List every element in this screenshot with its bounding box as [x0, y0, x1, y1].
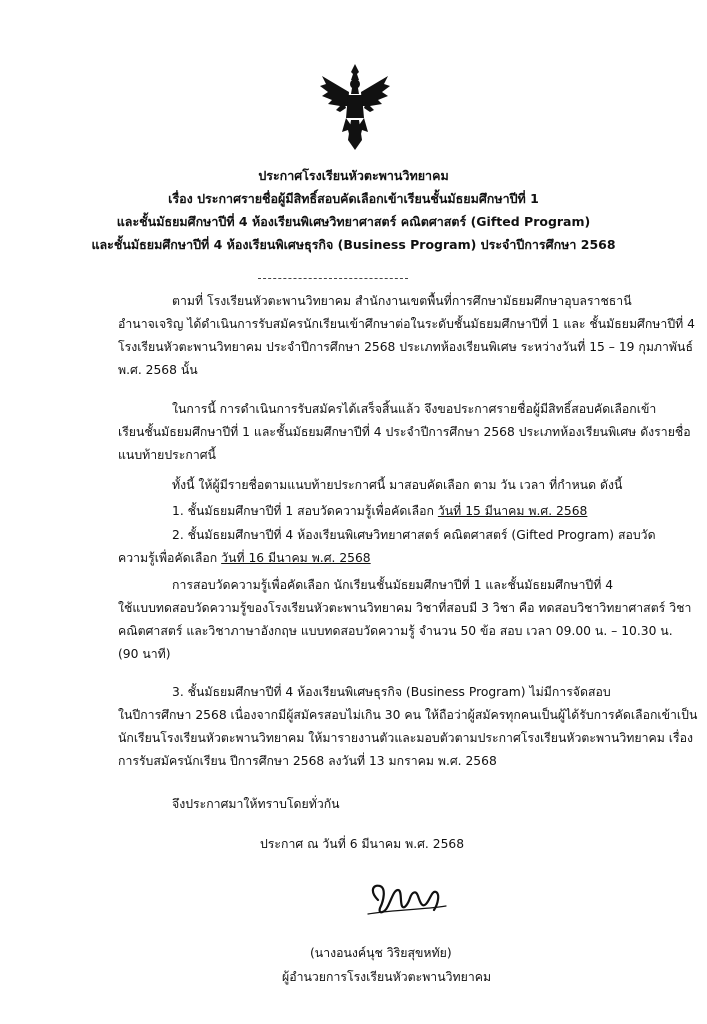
exam-item-1 [172, 503, 587, 519]
paragraph-4-line-3: คณิตศาสตร์ และวิชาภาษาอังกฤษ แบบทดสอบวัดความรู้ จำนวน 50 ข้อ สอบ เวลา 09.00 น. – 10.30 น. [118, 624, 673, 638]
paragraph-2-line-2: เรียนชั้นมัธยมศึกษาปีที่ 1 และชั้นมัธยมศึกษาปีที่ 4 ประจำปีการศึกษา 2568 ประเภทห้องเรียนพิเศษ ดังรายชื่อ [118, 425, 691, 439]
paragraph-5-line-4: การรับสมัครนักเรียน ปีการศึกษา 2568 ลงวันที่ 13 มกราคม พ.ศ. 2568 [118, 754, 497, 768]
title-business: และชั้นมัธยมศึกษาปีที่ 4 ห้องเรียนพิเศษธุรกิจ (Business Program) ประจำปีการศึกษา 2568 [91, 237, 616, 252]
exam-item-2-line-2 [118, 550, 371, 566]
paragraph-1-line-3: โรงเรียนหัวตะพานวิทยาคม ประจำปีการศึกษา 2568 ประเภทห้องเรียนพิเศษ ระหว่างวันที่ 15 – 19 กุมภาพันธ์ [118, 340, 693, 354]
title-gifted: และชั้นมัธยมศึกษาปีที่ 4 ห้องเรียนพิเศษวิทยาศาสตร์ คณิตศาสตร์ (Gifted Program) [116, 214, 591, 229]
exam-item-1-text: 1. ชั้นมัธยมศึกษาปีที่ 1 สอบวัดความรู้เพื่อคัดเลือก [172, 504, 434, 518]
signatory-name: (นางอนงค์นุช วิริยสุขหทัย) [310, 946, 452, 960]
signatory-position: ผู้อำนวยการโรงเรียนหัวตะพานวิทยาคม [282, 970, 492, 984]
paragraph-1-line-1: ตามที่ โรงเรียนหัวตะพานวิทยาคม สำนักงานเขตพื้นที่การศึกษามัธยมศึกษาอุบลราชธานี [172, 294, 632, 308]
exam-item-2-date: วันที่ 16 มีนาคม พ.ศ. 2568 [221, 551, 371, 565]
title-separator [258, 278, 408, 279]
announce-date: ประกาศ ณ วันที่ 6 มีนาคม พ.ศ. 2568 [260, 837, 465, 851]
exam-item-1-date: วันที่ 15 มีนาคม พ.ศ. 2568 [437, 504, 588, 518]
title-subject: เรื่อง ประกาศรายชื่อผู้มีสิทธิ์สอบคัดเลือกเข้าเรียนชั้นมัธยมศึกษาปีที่ 1 [168, 191, 539, 206]
signature-image [350, 870, 460, 922]
exam-item-2-text: ความรู้เพื่อคัดเลือก [118, 551, 218, 565]
paragraph-1-line-4: พ.ศ. 2568 นั้น [118, 363, 198, 377]
exam-item-2-line-1: 2. ชั้นมัธยมศึกษาปีที่ 4 ห้องเรียนพิเศษวิทยาศาสตร์ คณิตศาสตร์ (Gifted Program) สอบวัด [172, 528, 656, 542]
title-school: ประกาศโรงเรียนหัวตะพานวิทยาคม [258, 168, 449, 183]
paragraph-5-line-2: ในปีการศึกษา 2568 เนื่องจากมีผู้สมัครสอบไม่เกิน 30 คน ให้ถือว่าผู้สมัครทุกคนเป็นผู้ได้รับการคัดเลือกเข้าเป็น [118, 708, 698, 722]
paragraph-1-line-2: อำนาจเจริญ ได้ดำเนินการรับสมัครนักเรียนเข้าศึกษาต่อในระดับชั้นมัธยมศึกษาปีที่ 1 และ ชั้นมัธยมศึกษาปีที่ 4 [118, 317, 695, 331]
closing-text: จึงประกาศมาให้ทราบโดยทั่วกัน [172, 797, 340, 811]
paragraph-4-line-4: (90 นาที) [118, 647, 171, 661]
paragraph-4-line-1: การสอบวัดความรู้เพื่อคัดเลือก นักเรียนชั้นมัธยมศึกษาปีที่ 1 และชั้นมัธยมศึกษาปีที่ 4 [172, 578, 614, 592]
paragraph-3: ทั้งนี้ ให้ผู้มีรายชื่อตามแนบท้ายประกาศนี้ มาสอบคัดเลือก ตาม วัน เวลา ที่กำหนด ดังนี้ [172, 478, 623, 492]
garuda-emblem [318, 62, 392, 152]
paragraph-5-line-3: นักเรียนโรงเรียนหัวตะพานวิทยาคม ให้มารายงานตัวและมอบตัวตามประกาศโรงเรียนหัวตะพานวิทยาคม เรื่อง [118, 731, 693, 745]
paragraph-2-line-3: แนบท้ายประกาศนี้ [118, 448, 216, 462]
paragraph-4-line-2: ใช้แบบทดสอบวัดความรู้ของโรงเรียนหัวตะพานวิทยาคม วิชาที่สอบมี 3 วิชา คือ ทดสอบวิชาวิทยาศาสตร์ วิชา [118, 601, 692, 615]
paragraph-5-line-1: 3. ชั้นมัธยมศึกษาปีที่ 4 ห้องเรียนพิเศษธุรกิจ (Business Program) ไม่มีการจัดสอบ [172, 685, 611, 699]
paragraph-2-line-1: ในการนี้ การดำเนินการรับสมัครได้เสร็จสิ้นแล้ว จึงขอประกาศรายชื่อผู้มีสิทธิ์สอบคัดเลือกเข้า [172, 402, 657, 416]
